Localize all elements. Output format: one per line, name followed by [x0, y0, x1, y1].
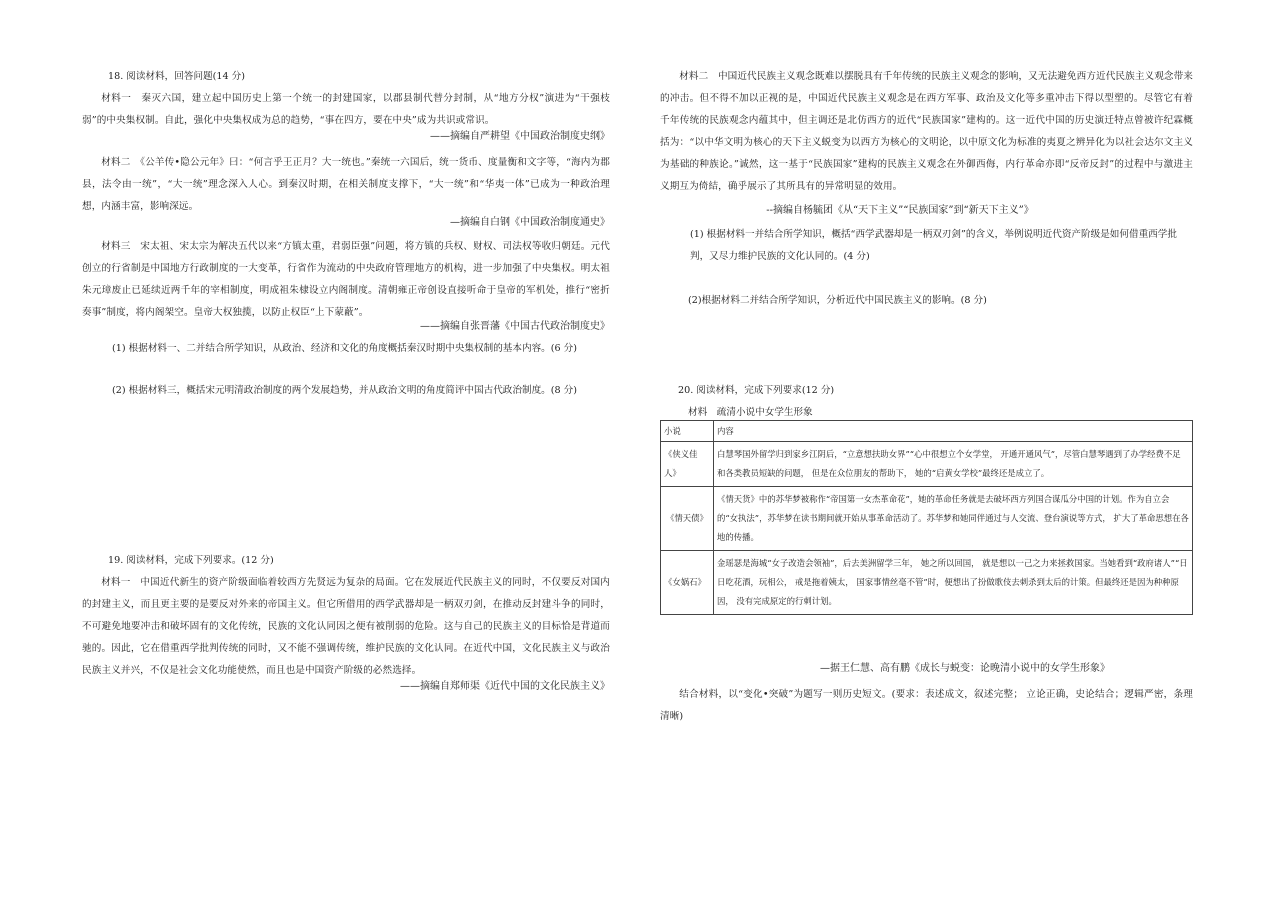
q18-material-3-source: ——摘编自张晋藩《中国古代政治制度史》 — [420, 321, 610, 332]
q19-question-2: (2)根据材料二并结合所学知识，分析近代中国民族主义的影响。(8 分) — [688, 295, 987, 306]
table-header-content: 内容 — [714, 421, 1193, 442]
q20-material-title: 材料 疏清小说中女学生形象 — [688, 407, 813, 418]
table-cell-content: 《情天货》中的苏华梦被称作“帝国第一女杰革命花”，她的革命任务就是去破坏西方列国合谋瓜分中国的计划。作为自立会的“女执法”，苏华梦在读书期间就开始从事革命活动了。苏华梦和她同伴通过与人交流、登台演说等方式， 扩大了革命思想在各地的传播。 — [714, 487, 1193, 551]
table-header-row — [661, 421, 1193, 442]
q18-material-2-source: —摘编自白钢《中国政治制度通史》 — [450, 217, 610, 228]
q18-material-2: 材料二 《公羊传•隐公元年》曰：“何言乎王正月？大一统也。”秦统一六国后，统一货币、度量衡和文字等，“海内为郡县，法令由一统”，“大一统”理念深入人心。到秦汉时期，在相关制度支撑下，“大一统”和“华夷一体”已成为一种政治理想，内涵丰富，影响深远。 — [82, 157, 610, 212]
q18-question-2: (2) 根据材料三，概括宋元明清政治制度的两个发展趋势，并从政治文明的角度简评中国古代政治制度。(8 分) — [112, 385, 577, 396]
question-19-heading: 19. 阅读材料，完成下列要求。(12 分) — [108, 555, 274, 566]
q19-material-2-source: --摘编自杨毓团《从“天下主义”“民族国家”到“新天下主义”》 — [766, 205, 1034, 216]
table-row — [661, 487, 1193, 551]
table-row — [661, 551, 1193, 615]
question-18-heading: 18. 阅读材料，回答问题(14 分) — [108, 71, 245, 82]
q18-material-1: 材料一 秦灭六国，建立起中国历史上第一个统一的封建国家，以郡县制代替分封制，从“地方分权”演进为“干强枝弱”的中央集权制。自此，强化中央集权成为总的趋势，“事在四方，要在中央”成为共识或常识。 — [82, 93, 610, 126]
q19-material-1: 材料一 中国近代新生的资产阶级面临着较西方先贤远为复杂的局面。它在发展近代民族主义的同时，不仅要反对国内的封建主义，而且更主要的是要反对外来的帝国主义。但它所借用的西学武器却是一柄双刃剑，在推动反封建斗争的同时，不可避免地要冲击和破坏固有的文化传统，民族的文化认同因之便有被削弱的危险。这与自己的民族主义的目标恰是背道而驰的。因此，它在借重西学批判传统的同时，又不能不强调传统，维护民族的文化认同。在近代中国，文化民族主义与政治民族主义并兴，不仅是社会文化功能使然，而且也是中国资产阶级的必然选择。 — [82, 577, 610, 676]
novels-table — [660, 420, 1193, 615]
table-cell-novel: 《情天债》 — [661, 487, 714, 551]
table-cell-content: 金瑶瑟是海城“女子改造会领袖”，后去美洲留学三年， 她之所以回国， 就是想以一己之力来拯救国家。当她看到“政府诸人”“日日吃花酒，玩相公， 戒是拖着姨太， 国家事情丝毫不管”时，便想出了扮做歌伎去刺杀到太后的计策。但最终还是因为种种原因， 没有完成原定的行刺计划。 — [714, 551, 1193, 615]
table-row — [661, 442, 1193, 487]
question-20-heading: 20. 阅读材料，完成下列要求(12 分) — [678, 385, 835, 396]
table-cell-novel: 《侠义佳人》 — [661, 442, 714, 487]
q18-material-3: 材料三 宋太祖、宋太宗为解决五代以来“方镇太重，君弱臣强”问题，将方镇的兵权、财权、司法权等收归朝廷。元代创立的行省制是中国地方行政制度的一大变革，行省作为流动的中央政府管理地方的机构，进一步加强了中央集权。明太祖朱元璋废止已延续近两千年的宰相制度，明成祖朱棣设立内阁制度。清朝雍正帝创设直接听命于皇帝的军机处，推行“密折奏事”制度，将内阁架空。皇帝大权独揽，以防止权臣“上下蒙蔽”。 — [82, 241, 610, 318]
q18-material-1-source: ——摘编自严耕望《中国政治制度史纲》 — [430, 131, 610, 142]
novels-table-wrapper — [660, 420, 1193, 615]
q19-material-2: 材料二 中国近代民族主义观念既难以摆脱具有千年传统的民族主义观念的影响，又无法避免西方近代民族主义观念带来的冲击。但不得不加以正视的是，中国近代民族主义观念是在西方军事、政治及文化等多重冲击下得以型塑的。尽管它有着千年传统的民族观念内蕴其中，但主调还是北仿西方的近代“民族国家”建构的。这一近代中国的历史演迁特点曾被许纪霖概括为：“以中华文明为核心的天下主义蜕变为以西方为核心的文明论，以中原文化为标准的夷夏之辨异化为以社会达尔文主义为基础的种族论。”诚然，这一基于“民族国家”建构的民族主义观念在外御西侮，内行革命亦即“反帝反封”的过程中与激进主义期互为倚結，确乎展示了其所具有的异常明显的效用。 — [660, 71, 1193, 192]
table-cell-content: 白慧琴国外留学归到家乡江阴后，“立意想扶助女界”“心中很想立个女学堂， 开通开通风气”，尽管白慧琴遇到了办学经费不足和各类教员短缺的问题， 但是在众位朋友的帮助下， 她的“启黄女学校”最终还是成立了。 — [714, 442, 1193, 487]
q19-material-1-source: ——摘编自郑师渠《近代中国的文化民族主义》 — [400, 681, 610, 692]
q19-question-1: (1) 根据材料一并结合所学知识，概括“西学武器却是一柄双刃剑”的含义，举例说明近代资产阶级是如何借重西学批判，又尽力维护民族的文化认同的。(4 分) — [690, 229, 1177, 262]
table-cell-novel: 《女娲石》 — [661, 551, 714, 615]
table-header-novel: 小说 — [661, 421, 714, 442]
q18-question-1: (1) 根据材料一、二并结合所学知识，从政治、经济和文化的角度概括秦汉时期中央集权制的基本内容。(6 分) — [112, 343, 577, 354]
q20-task: 结合材料，以“变化•突破”为题写一则历史短文。(要求：表述成文，叙述完整； 立论正确，史论结合；逻辑严密，条理清晰) — [660, 689, 1193, 722]
q20-table-source: —据王仁慧、高有鹏《成长与蜕变：论晚清小说中的女学生形象》 — [820, 663, 1110, 674]
